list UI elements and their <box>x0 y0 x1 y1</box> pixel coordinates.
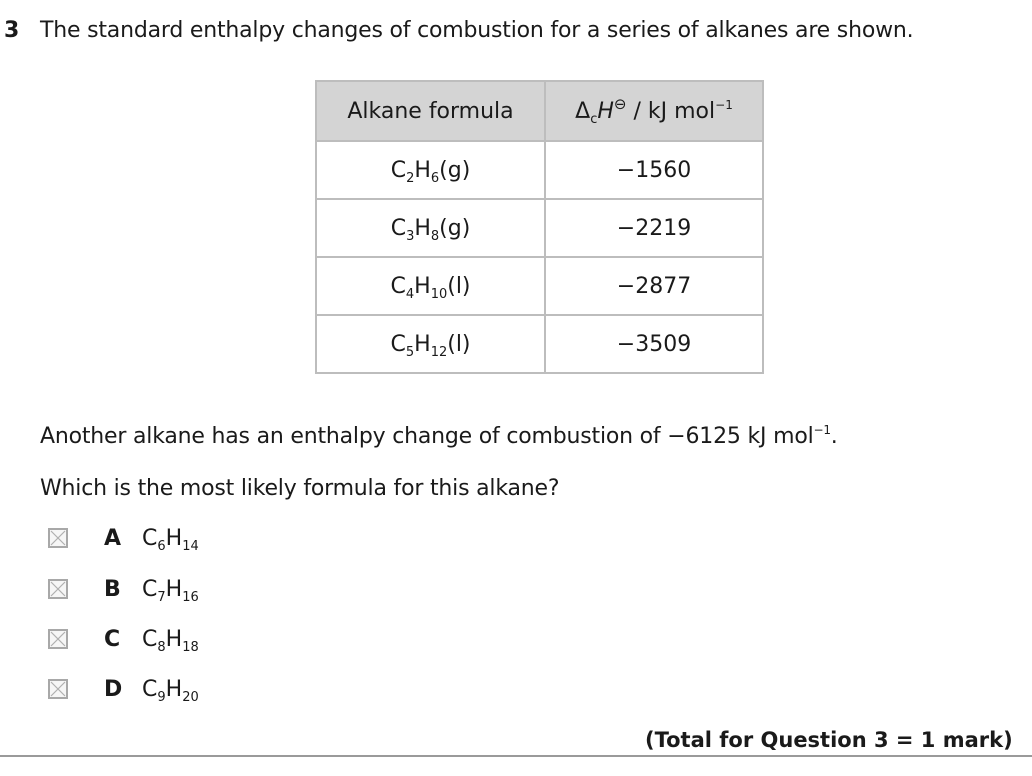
header-alkane-formula: Alkane formula <box>316 81 545 141</box>
checkbox-a[interactable] <box>48 528 68 548</box>
cross-icon <box>50 681 66 697</box>
enthalpy-value-cell: −2219 <box>545 199 763 257</box>
option-letter: D <box>104 677 123 702</box>
option-formula: $C_6H_{14}$ <box>142 526 199 554</box>
table-row <box>316 199 763 257</box>
alkane-formula-cell: $C_3H_8(g)$ <box>316 199 545 257</box>
subscript-c: c <box>590 111 598 127</box>
standard-state-symbol: ⊖ <box>613 94 627 113</box>
table-row <box>316 141 763 199</box>
total-marks: (Total for Question 3 = 1 mark) <box>645 728 1013 752</box>
alkane-formula-cell: $C_2H_6(g)$ <box>316 141 545 199</box>
table-row <box>316 315 763 373</box>
table-row <box>316 257 763 315</box>
option-letter: B <box>104 577 121 602</box>
bottom-divider <box>0 755 1032 757</box>
option-letter: A <box>104 526 122 551</box>
h-symbol: H <box>597 98 614 124</box>
cross-icon <box>50 581 66 597</box>
enthalpy-table <box>315 80 764 374</box>
option-formula: $C_8H_{18}$ <box>142 627 199 655</box>
enthalpy-value-cell: −1560 <box>545 141 763 199</box>
table-header-row <box>316 81 763 141</box>
enthalpy-value-cell: −2877 <box>545 257 763 315</box>
another-alkane-statement: Another alkane has an enthalpy change of combustion of −6125 kJ mol$^{-1}$. <box>40 423 838 449</box>
option-a[interactable] <box>46 526 446 554</box>
option-formula: $C_9H_{20}$ <box>142 677 199 705</box>
unit-exponent: −1 <box>715 97 733 112</box>
delta-symbol: Δ <box>575 98 591 124</box>
option-d[interactable] <box>46 677 446 705</box>
alkane-formula-cell: $C_5H_{12}(l)$ <box>316 315 545 373</box>
header-enthalpy <box>545 81 763 141</box>
enthalpy-value-cell: −3509 <box>545 315 763 373</box>
option-formula: $C_7H_{16}$ <box>142 577 199 605</box>
option-letter: C <box>104 627 121 652</box>
question-number: 3 <box>4 18 20 43</box>
enthalpy-unit: / kJ mol <box>633 98 716 124</box>
question-stem: The standard enthalpy changes of combustion for a series of alkanes are shown. <box>40 18 914 43</box>
cross-icon <box>50 530 66 546</box>
option-b[interactable] <box>46 577 446 605</box>
alkane-formula-cell: $C_4H_{10}(l)$ <box>316 257 545 315</box>
option-c[interactable] <box>46 627 446 655</box>
checkbox-c[interactable] <box>48 629 68 649</box>
question-prompt: Which is the most likely formula for this alkane? <box>40 476 560 501</box>
checkbox-b[interactable] <box>48 579 68 599</box>
checkbox-d[interactable] <box>48 679 68 699</box>
cross-icon <box>50 631 66 647</box>
